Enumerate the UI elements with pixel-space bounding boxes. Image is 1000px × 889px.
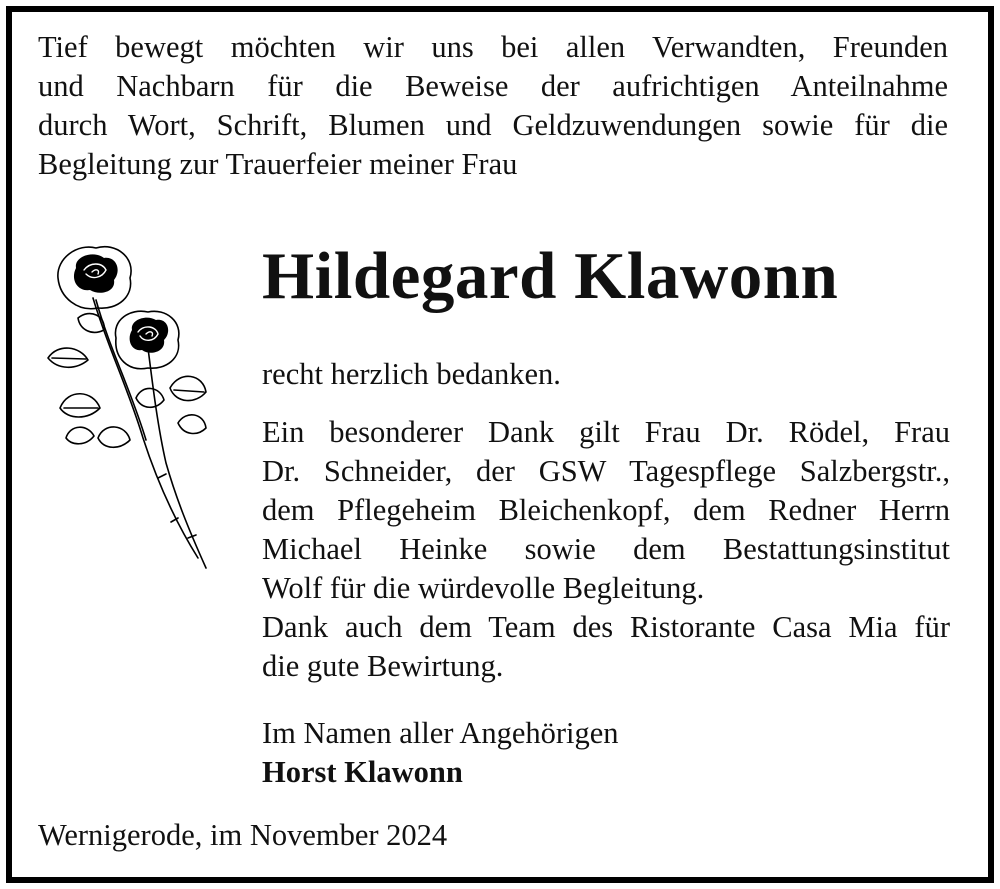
signature-name: Horst Klawonn (262, 755, 463, 789)
thanks-short (262, 355, 950, 394)
intro-line: Tief bewegt möchten wir uns bei allen Verwandten, Freunden (38, 30, 948, 64)
thanks-line: Dr. Schneider, der GSW Tagespflege Salzbergstr., (262, 454, 950, 488)
thanks-line: Wolf für die würdevolle Begleitung. (262, 571, 705, 605)
thanks-line: Ein besonderer Dank gilt Frau Dr. Rödel, Frau (262, 415, 950, 449)
deceased-name: Hildegard Klawonn (262, 239, 839, 313)
intro-line: durch Wort, Schrift, Blumen und Geldzuwendungen sowie für die (38, 108, 948, 142)
thanks-line: Dank auch dem Team des Ristorante Casa Mia für (262, 610, 950, 644)
place-date: Wernigerode, im November 2024 (38, 818, 448, 852)
thanks-line: die gute Bewirtung. (262, 649, 504, 683)
intro-text (38, 28, 948, 184)
thanks-detail (262, 413, 950, 686)
intro-line: Begleitung zur Trauerfeier meiner Frau (38, 147, 518, 181)
thanks-line: recht herzlich bedanken. (262, 357, 561, 391)
signature-preface: Im Namen aller Angehörigen (262, 716, 619, 750)
thanks-line: Michael Heinke sowie dem Bestattungsinstitut (262, 532, 950, 566)
thanks-line: dem Pflegeheim Bleichenkopf, dem Redner Herrn (262, 493, 950, 527)
intro-line: und Nachbarn für die Beweise der aufrichtigen Anteilnahme (38, 69, 948, 103)
signature-block (262, 714, 950, 792)
roses-icon (38, 238, 218, 573)
